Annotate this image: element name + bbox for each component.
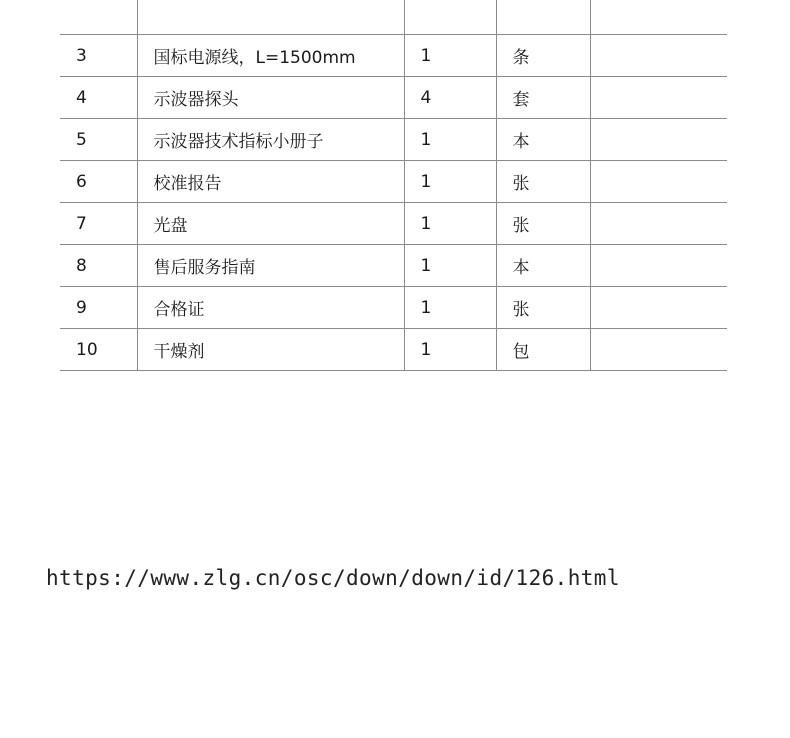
item-name-cell: 干燥剂 <box>137 329 404 371</box>
quantity-cell: 1 <box>404 329 496 371</box>
item-number-cell: 8 <box>60 245 137 287</box>
item-name-cell: 光盘 <box>137 203 404 245</box>
quantity-cell <box>404 0 496 35</box>
item-number-cell: 7 <box>60 203 137 245</box>
item-number-cell: 6 <box>60 161 137 203</box>
unit-cell: 套 <box>496 77 590 119</box>
table-row <box>60 203 727 245</box>
table-row <box>60 329 727 371</box>
quantity-cell: 1 <box>404 119 496 161</box>
remark-cell <box>590 329 727 371</box>
remark-cell <box>590 245 727 287</box>
item-number-cell: 3 <box>60 35 137 77</box>
remark-cell <box>590 0 727 35</box>
item-name-cell: 示波器技术指标小册子 <box>137 119 404 161</box>
remark-cell <box>590 77 727 119</box>
item-name-cell: 校准报告 <box>137 161 404 203</box>
table-row <box>60 35 727 77</box>
item-number-cell <box>60 0 137 35</box>
unit-cell: 本 <box>496 119 590 161</box>
quantity-cell: 1 <box>404 287 496 329</box>
item-number-cell: 4 <box>60 77 137 119</box>
table-row <box>60 119 727 161</box>
unit-cell: 包 <box>496 329 590 371</box>
remark-cell <box>590 161 727 203</box>
unit-cell: 条 <box>496 35 590 77</box>
table-row <box>60 161 727 203</box>
item-number-cell: 5 <box>60 119 137 161</box>
quantity-cell: 1 <box>404 245 496 287</box>
unit-cell: 张 <box>496 161 590 203</box>
unit-cell: 张 <box>496 203 590 245</box>
item-number-cell: 10 <box>60 329 137 371</box>
source-url[interactable]: https://www.zlg.cn/osc/down/down/id/126.html <box>46 566 620 590</box>
item-name-cell: 国标电源线，L=1500mm <box>137 35 404 77</box>
table-row <box>60 245 727 287</box>
accessory-list-table <box>60 0 727 371</box>
unit-cell <box>496 0 590 35</box>
quantity-cell: 4 <box>404 77 496 119</box>
table-row <box>60 77 727 119</box>
unit-cell: 张 <box>496 287 590 329</box>
table-row <box>60 0 727 35</box>
item-name-cell <box>137 0 404 35</box>
remark-cell <box>590 287 727 329</box>
remark-cell <box>590 203 727 245</box>
item-name-cell: 示波器探头 <box>137 77 404 119</box>
remark-cell <box>590 119 727 161</box>
item-number-cell: 9 <box>60 287 137 329</box>
table-row <box>60 287 727 329</box>
table-body <box>60 0 727 371</box>
items-table <box>60 0 727 371</box>
remark-cell <box>590 35 727 77</box>
item-name-cell: 售后服务指南 <box>137 245 404 287</box>
quantity-cell: 1 <box>404 161 496 203</box>
quantity-cell: 1 <box>404 203 496 245</box>
item-name-cell: 合格证 <box>137 287 404 329</box>
unit-cell: 本 <box>496 245 590 287</box>
quantity-cell: 1 <box>404 35 496 77</box>
